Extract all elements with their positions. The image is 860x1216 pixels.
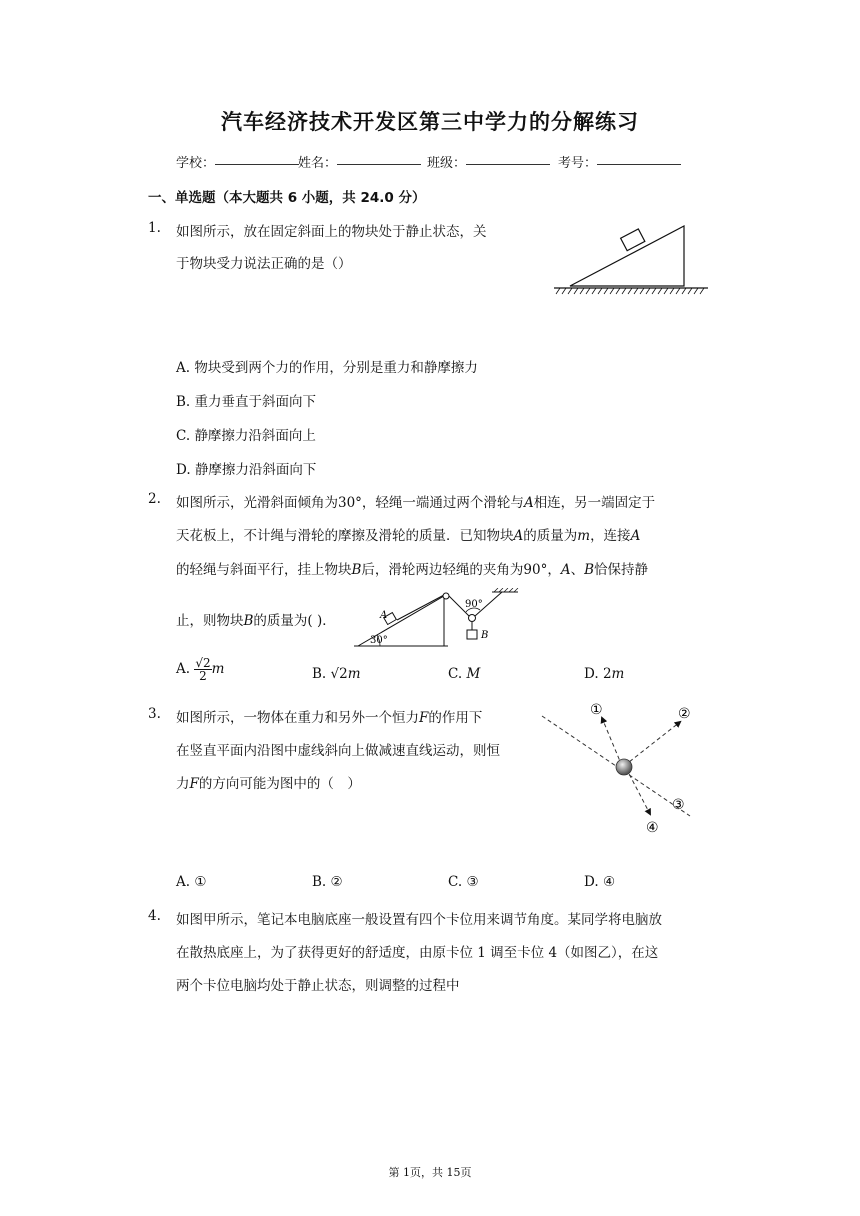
svg-text:90°: 90° xyxy=(465,599,483,610)
question-number: 4. xyxy=(148,908,161,924)
question-text: 两个卡位电脑均处于静止状态，则调整的过程中 xyxy=(176,978,460,994)
option-text: 静摩擦力沿斜面向下 xyxy=(194,462,317,478)
question-text: 如图所示，光滑斜面倾角为30°，轻绳一端通过两个滑轮与A相连，另一端固定于 xyxy=(176,495,656,511)
option-label: A. xyxy=(176,874,191,890)
question-number: 2. xyxy=(148,491,161,507)
option-text: ④ xyxy=(602,874,616,890)
svg-text:③: ③ xyxy=(672,797,685,813)
svg-text:②: ② xyxy=(678,706,691,722)
question-text: 如图所示，一物体在重力和另外一个恒力F的作用下 xyxy=(176,710,483,726)
option-d[interactable] xyxy=(584,874,615,890)
option-a[interactable] xyxy=(176,874,206,890)
school-label: 学校： xyxy=(176,156,216,171)
svg-text:A: A xyxy=(380,610,388,621)
option-text: 静摩擦力沿斜面向上 xyxy=(194,428,316,444)
question-text: 的轻绳与斜面平行，挂上物块B后，滑轮两边轻绳的夹角为90°，A、B恰保持静 xyxy=(176,562,649,578)
option-text: ① xyxy=(194,874,207,890)
option-label: A. xyxy=(176,360,191,376)
exam-no-label: 考号： xyxy=(558,156,598,171)
fraction: $\frac{√2}{2}$ xyxy=(195,656,211,683)
school-field[interactable] xyxy=(176,152,215,171)
pulley-incline-figure xyxy=(352,588,528,650)
force-direction-figure xyxy=(540,696,710,838)
option-label: C. xyxy=(448,666,463,682)
option-text: 物块受到两个力的作用，分别是重力和静摩擦力 xyxy=(194,360,478,376)
question-number: 3. xyxy=(148,706,161,722)
section-header: 一、单选题（本大题共 6 小题，共 24.0 分） xyxy=(148,190,426,206)
option-c[interactable] xyxy=(176,424,316,444)
option-text: 重力垂直于斜面向下 xyxy=(194,394,317,410)
option-label: B. xyxy=(312,666,327,682)
option-text: ③ xyxy=(466,874,479,890)
option-b[interactable]: B. √2m xyxy=(312,666,361,682)
svg-text:①: ① xyxy=(590,702,603,718)
option-a[interactable] xyxy=(176,356,478,376)
page-footer: 第 1页，共 15页 xyxy=(388,1166,472,1179)
option-d[interactable]: D. 2m xyxy=(584,666,625,682)
question-text: 如图所示，放在固定斜面上的物块处于静止状态，关 xyxy=(176,224,487,240)
question-text: 于物块受力说法正确的是（） xyxy=(176,256,352,272)
option-d[interactable] xyxy=(176,458,316,478)
class-label: 班级： xyxy=(427,156,467,171)
option-c[interactable]: C. M xyxy=(448,666,481,682)
question-text: 如图甲所示，笔记本电脑底座一般设置有四个卡位用来调节角度。某同学将电脑放 xyxy=(176,912,662,928)
question-text: 在散热底座上，为了获得更好的舒适度，由原卡位 1 调至卡位 4（如图乙），在这 xyxy=(176,945,659,961)
option-label: D. xyxy=(584,666,599,682)
class-field[interactable] xyxy=(427,152,466,171)
name-label: 姓名： xyxy=(298,156,338,171)
option-label: B. xyxy=(176,394,191,410)
question-text: 在竖直平面内沿图中虚线斜向上做减速直线运动，则恒 xyxy=(176,743,500,759)
option-label: D. xyxy=(176,462,191,478)
option-label: C. xyxy=(176,428,191,444)
svg-text:B: B xyxy=(481,630,489,641)
svg-text:30°: 30° xyxy=(370,635,388,646)
name-field[interactable] xyxy=(298,152,337,171)
option-c[interactable] xyxy=(448,874,479,890)
option-label: C. xyxy=(448,874,463,890)
option-b[interactable] xyxy=(176,390,316,410)
question-number: 1. xyxy=(148,220,161,236)
svg-text:④: ④ xyxy=(646,820,659,836)
question-text: 力F的方向可能为图中的（ ） xyxy=(176,776,361,792)
option-label: A. xyxy=(176,661,191,677)
option-b[interactable] xyxy=(312,874,343,890)
option-label: D. xyxy=(584,874,599,890)
page-title: 汽车经济技术开发区第三中学力的分解练习 xyxy=(221,110,639,134)
incline-block-figure xyxy=(548,220,712,296)
option-text: ② xyxy=(330,874,343,890)
exam-no-field[interactable] xyxy=(558,152,597,171)
question-text: 天花板上，不计绳与滑轮的摩擦及滑轮的质量．已知物块A的质量为m，连接A xyxy=(176,528,641,544)
option-label: B. xyxy=(312,874,327,890)
question-text: 止，则物块B的质量为( )． xyxy=(176,613,336,629)
option-a[interactable]: A. $\frac{√2}{2}$ m xyxy=(176,656,225,683)
